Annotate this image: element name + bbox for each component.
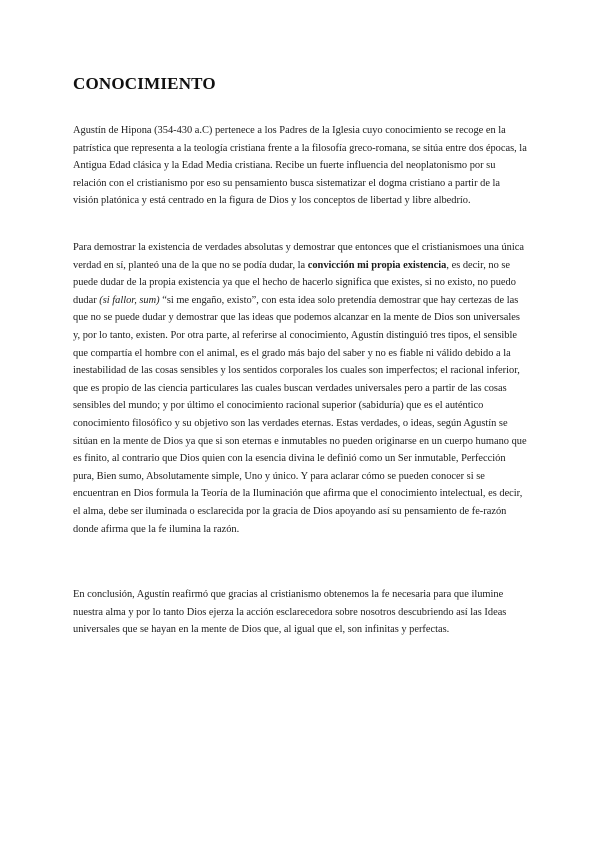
paragraph-knowledge [73,239,527,538]
latin-quote: (si fallor, sum) [99,294,160,306]
paragraph-introduction: Agustín de Hipona (354-430 a.C) pertenece a los Padres de la Iglesia cuyo conocimiento se recoge en la patrística que representa a la teología cristiana frente a la filosofía greco-romana, se sitúa entre dos épocas, la Antigua Edad clásica y la Edad Media cristiana. Recibe un fuerte influencia del neoplatonismo por su relación con el cristianismo por eso su pensamiento busca sistematizar el dogma cristiano a partir de la visión platónica y está centrado en la figura de Dios y los conceptos de libertad y libre albedrío. [73,125,527,207]
emphasis-conviction: convicción mi propia existencia [307,259,447,271]
paragraph-conclusion: En conclusión, Agustín reafirmó que gracias al cristianismo obtenemos la fe necesaria para que ilumine nuestra alma y por lo tanto Dios ejerza la acción esclarecedora sobre nosotros descubriendo así las Ideas universales que se hayan en la mente de Dios que, al igual que el, son infinitas y perfectas. [73,589,507,636]
document-title: CONOCIMIENTO [73,74,216,93]
paragraph-knowledge-text-1: Para demostrar la existencia de verdades absolutas y demostrar que entonces que el cristianismoes una única verdad en sí, planteó una de la que no se podía dudar, la [73,242,524,271]
paragraph-knowledge-text-3: “si me engaño, existo”, con esta idea solo pretendía demostrar que hay certezas de las que no se puede dudar y demostrar que las ideas que podemos alcanzar en la mente de Dios son universales y, por lo tanto, existen. Por otra parte, al referirse al conocimiento, Agustín distinguió tres tipos, el sensible que compartía el hombre con el animal, es el grado más bajo del saber y no es fiable ni válido debido a la inestabilidad de las cosas sensibles y los sentidos corporales los cuales son imperfectos; el racional inferior, que es propio de las ciencia particulares las cuales buscan verdades universales pero a partir de las cosas sensibles del mundo; y por último el conocimiento racional superior (sabiduría) que es el auténtico conocimiento filosófico y su objetivo son las verdades eternas. Estas verdades, o ideas, según Agustín se sitúan en la mente de Dios ya que si son eternas e inmutables no pueden originarse en un cuerpo humano que es finito, al contrario que Dios quien con la esencia divina le definió como un Ser inmutable, Perfección pura, Bien sumo, Absolutamente simple, Uno y único. Y para aclarar cómo se pueden conocer si se encuentran en Dios formula la Teoría de la Iluminación que afirma que el conocimiento intelectual, es decir, el alma, debe ser iluminada o esclarecida por la gracia de Dios apoyando así su pensamiento de fe-razón donde afirma que la fe ilumina la razón. [73,294,527,535]
paragraph-knowledge-text-2: , es decir, no se puede dudar de la propia existencia ya que el hecho de hacerlo significa que existes, si no existo, no puedo dudar [73,259,516,306]
